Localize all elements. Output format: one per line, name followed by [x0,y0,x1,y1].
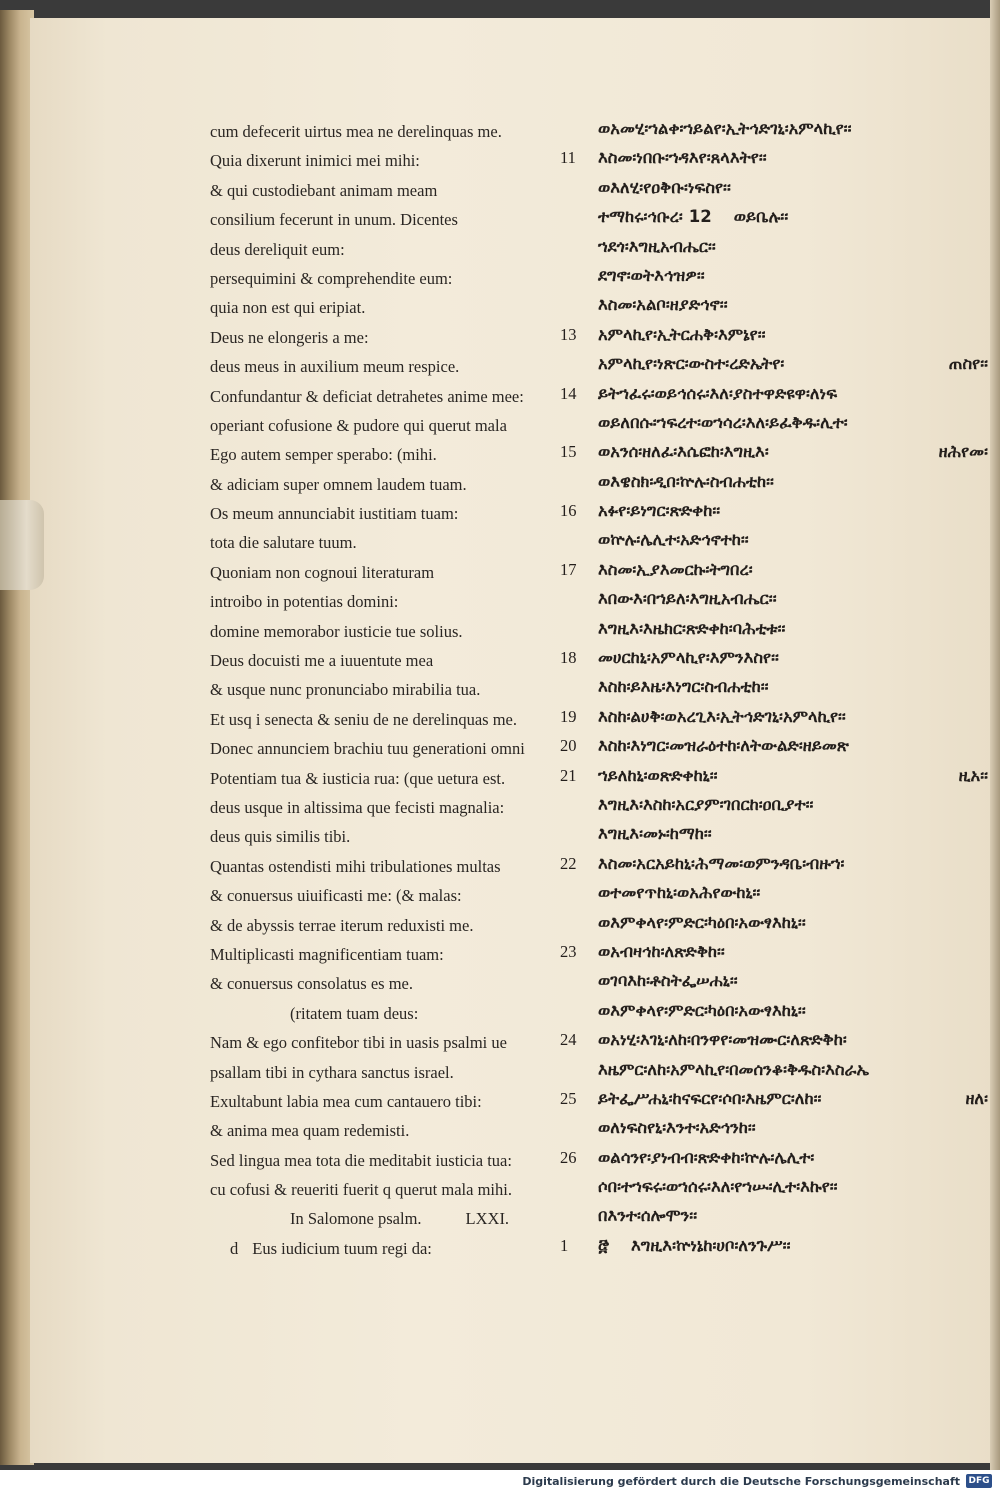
geez-text: እስመ፡ነበቡ፡ኀዳእየ፡ጸላእትየ፡፡ [598,148,767,168]
geez-line [560,1055,1000,1084]
geez-line [560,437,1000,466]
latin-line: deus dereliquit eum: [210,239,345,259]
geez-line [560,1201,1000,1230]
latin-line: deus usque in altissima que fecisti magnalia: [210,797,505,817]
geez-line [560,467,1000,496]
geez-line [560,790,1000,819]
latin-line: cu cofusi & reueriti fuerit q querut mala mihi. [210,1180,512,1200]
latin-line: cum defecerit uirtus mea ne derelinquas me. [210,122,502,141]
geez-line [560,232,1000,261]
latin-line: deus quis similis tibi. [210,827,351,847]
geez-line [560,878,1000,907]
verse-number: 22 [560,853,577,873]
latin-line: Potentiam tua & iusticia rua: (que uetura est. [210,768,506,788]
verse-number: 25 [560,1088,577,1108]
latin-line: Os meum annunciabit iustitiam tuam: [210,504,459,524]
geez-line [560,496,1000,525]
geez-line [560,731,1000,760]
psalm-heading [210,1204,540,1233]
geez-line [560,614,1000,643]
geez-text: እግዚእ፡መኑ፡ከማከ፡፡ [598,824,712,844]
latin-line: & anima mea quam redemisti. [210,1121,410,1141]
footer-bar [0,1470,1000,1495]
latin-line: deus meus in auxilium meum respice. [210,357,460,377]
footer-credit: Digitalisierung gefördert durch die Deutsche Forschungsgemeinschaft [522,1475,960,1488]
verse-number: 17 [560,559,577,579]
geez-line [560,261,1000,290]
latin-line: Quoniam non cognoui literaturam [210,562,435,582]
geez-text: ወእዌስክ፡ዲበ፡ኵሉ፡ስብሐቲከ፡፡ [598,471,774,491]
geez-line [560,173,1000,202]
geez-line [560,1143,1000,1172]
geez-text: በእንተ፡ሰሎሞን፡፡ [598,1206,698,1226]
psalm-first-line [210,1234,540,1263]
geez-overflow-text: ዘሕየመ፡ [938,442,988,462]
geez-line [560,1084,1000,1113]
psalm-heading-text: In Salomone psalm. [290,1209,422,1229]
geez-column [560,114,1000,1260]
geez-text: ሶበ፡ተኀፍሩ፡ወኀሰሩ፡እለ፡የኀሡ፡ሊተ፡እኩየ፡፡ [598,1177,838,1197]
geez-text: አምላኪየ፡ኢትርሐቅ፡እምኔየ፡፡ [598,324,766,344]
verse-number: 14 [560,383,577,403]
latin-line: consilium fecerunt in unum. Dicentes [210,210,458,230]
verse-number: 16 [560,501,577,521]
geez-text: እግዚእ፡እዜክር፡ጽድቀከ፡ባሕቲቱ፡፡ [598,618,786,638]
latin-column [210,117,540,1263]
geez-text: ይትፌሥሐኒ፡ከናፍርየ፡ሶበ፡እዜምር፡ለከ፡፡ [598,1088,822,1108]
geez-text: እዜምር፡ለከ፡አምላኪየ፡በመሰንቆ፡ቅዱስ፡እስራኤ [598,1059,869,1079]
verse-number: 13 [560,324,577,344]
geez-text: ወእምቀላየ፡ምድር፡ካዕበ፡አውፃእከኒ፡፡ [598,912,806,932]
latin-line: Deus docuisti me a iuuentute mea [210,651,434,671]
geez-text: አፉየ፡ይነግር፡ጽድቀከ፡፡ [598,501,721,521]
latin-line: Et usq i senecta & seniu de ne derelinquas me. [210,709,517,729]
geez-line [560,584,1000,613]
verse-number: 24 [560,1030,577,1050]
latin-line: psallam tibi in cythara sanctus israel. [210,1062,454,1082]
geez-line [560,114,1000,143]
geez-line [560,672,1000,701]
latin-line: quia non est qui eripiat. [210,298,366,318]
geez-line [560,819,1000,848]
latin-line: & conuersus uiuificasti me: (& malas: [210,886,462,906]
geez-text: እስከ፡ልሀቅ፡ወአረጊእ፡ኢትኅድገኒ፡አምላኪየ፡፡ [598,706,846,726]
paper-tab [0,500,44,590]
geez-text: መሀርከኒ፡አምላኪየ፡እምንእስየ፡፡ [598,648,779,668]
latin-line: (ritatem tuam deus: [290,1003,419,1023]
geez-line [560,143,1000,172]
geez-text: ወኵሉ፡ሌሊተ፡አድኅኖተከ፡፡ [598,530,749,550]
geez-line [560,937,1000,966]
book-edge [0,10,34,1465]
first-line-text: Eus iudicium tuum regi da: [252,1238,432,1258]
geez-text: እበውእ፡በኀይለ፡እግዚአብሔር፡፡ [598,589,777,609]
geez-line [560,966,1000,995]
latin-line: Deus ne elongeris a me: [210,327,369,347]
geez-text: ወተመየጥከኒ፡ወአሕየውከኒ፡፡ [598,883,761,903]
latin-line: Confundantur & deficiat detrahetes anime mee: [210,386,524,406]
latin-line: Nam & ego confitebor tibi in uasis psalmi ue [210,1033,507,1053]
latin-line: Ego autem semper sperabo: (mihi. [210,445,437,465]
latin-line: & de abyssis terrae iterum reduxisti me. [210,915,474,935]
geez-text: ፸ [598,1235,609,1255]
latin-line: & qui custodiebant animam meam [210,180,438,200]
inline-verse-number: 12 [688,207,712,227]
verse-number: 15 [560,442,577,462]
latin-line: Sed lingua mea tota die meditabit iusticia tua: [210,1150,512,1170]
geez-text: ወለነፍስየኒ፡እንተ፡አድኅንከ፡፡ [598,1118,756,1138]
verse-number: 19 [560,706,577,726]
geez-text: ወአነሂ፡እገኒ፡ለከ፡በንዋየ፡መዝሙር፡ለጽድቅከ፡ [598,1030,847,1050]
geez-line [560,996,1000,1025]
verse-number: 18 [560,648,577,668]
geez-text: አምላኪየ፡ነጽር፡ውስተ፡ረድኤትየ፡ [598,354,785,374]
geez-line [560,349,1000,378]
geez-text: እስከ፡ይእዜ፡እነግር፡ስብሐቲከ፡፡ [598,677,769,697]
latin-line: Multiplicasti magnificentiam tuam: [210,944,444,964]
latin-line: operiant cofusione & pudore qui querut mala [210,415,507,435]
geez-extra-text: ወይቤሉ፡፡ [733,207,789,227]
geez-text: ይትኀፈሩ፡ወይኅሰሩ፡እለ፡ያስተዋድዩዋ፡ለነፍ [598,383,838,403]
geez-overflow-text: ጠስየ፡፡ [948,354,988,374]
geez-line [560,1025,1000,1054]
geez-line [560,761,1000,790]
geez-extra-text: እግዚእ፡ኵነኔከ፡ሀቦ፡ለንጉሥ፡፡ [631,1235,791,1255]
geez-text: እስመ፡አልቦ፡ዘያድኅኖ፡፡ [598,295,728,315]
verse-number: 26 [560,1147,577,1167]
verse-number: 20 [560,736,577,756]
dfg-logo: DFG [966,1474,992,1488]
verse-number: 1 [560,1235,569,1255]
verse-number: 23 [560,941,577,961]
latin-line: persequimini & comprehendite eum: [210,268,453,288]
initial-letter: d [230,1238,239,1258]
geez-line [560,379,1000,408]
latin-line: Exultabunt labia mea cum cantauero tibi: [210,1091,482,1111]
geez-overflow-text: ዚአ፡፡ [958,765,988,785]
geez-text: ወአብዛኅከ፡ለጽድቅከ፡፡ [598,941,725,961]
latin-line: & conuersus consolatus es me. [210,974,414,994]
geez-text: ወልሳንየ፡ያነብብ፡ጽድቀከ፡ኵሉ፡ሌሊተ፡ [598,1147,815,1167]
geez-text: ወእምቀላየ፡ምድር፡ካዕበ፡አውፃእከኒ፡፡ [598,1000,806,1020]
geez-text: እስከ፡እነግር፡መዝራዕተከ፡ለትውልድ፡ዘይመጽ [598,736,849,756]
geez-line [560,320,1000,349]
latin-line: domine memorabor iusticie tue solius. [210,621,463,641]
geez-text: እግዚእ፡እስከ፡አርያም፡ገበርከ፡ዐቢያተ፡፡ [598,794,814,814]
latin-line: Quia dixerunt inimici mei mihi: [210,151,420,171]
geez-text: ወገባእከ፡ቶስትፌሠሐኒ፡፡ [598,971,738,991]
geez-text: ወአንሰ፡ዘለፈ፡እሴፎከ፡እግዚእ፡ [598,442,769,462]
geez-text: ተማከሩ፡ኅቡረ፡ [598,207,683,227]
verse-number: 21 [560,765,577,785]
geez-text: ኀደጎ፡እግዚአብሔር፡፡ [598,236,716,256]
verse-number: 11 [560,148,576,168]
geez-line [560,643,1000,672]
geez-text: እስመ፡አርአይከኒ፡ሕማመ፡ወምንዳቤ፡ብዙኀ፡ [598,853,845,873]
geez-line [560,1172,1000,1201]
geez-overflow-text: ዘለ፡ [965,1088,988,1108]
geez-line [560,555,1000,584]
geez-text: ኀይለከኒ፡ወጽድቀከኒ፡፡ [598,765,718,785]
geez-line [560,1231,1000,1260]
geez-text: ደግኖ፡ወትእኅዝዎ፡፡ [598,265,705,285]
psalm-number: LXXI. [465,1209,510,1229]
latin-line: introibo in potentias domini: [210,592,399,612]
geez-text: እስመ፡ኢያእመርኩ፡ትግበረ፡ [598,559,753,579]
geez-line [560,908,1000,937]
geez-line [560,702,1000,731]
latin-line: & usque nunc pronunciabo mirabilia tua. [210,680,481,700]
geez-text: ወእለሂ፡የዐቅቡ፡ነፍስየ፡፡ [598,177,731,197]
geez-line [560,290,1000,319]
geez-text: ወአመሂ፡ኀልቀ፡ኀይልየ፡ኢትኅድገኒ፡አምላኪየ፡፡ [598,119,852,138]
latin-line: tota die salutare tuum. [210,533,357,553]
geez-line [560,525,1000,554]
geez-line [560,202,1000,231]
latin-line: Donec annunciem brachiu tuu generationi omni [210,739,525,759]
geez-text: ወይለበሱ፡ኀፍረተ፡ወኀሳረ፡እለ፡ይፈቅዱ፡ሊተ፡ [598,412,848,432]
latin-line: & adiciam super omnem laudem tuam. [210,474,467,494]
geez-line [560,1113,1000,1142]
geez-line [560,849,1000,878]
latin-line: Quantas ostendisti mihi tribulationes multas [210,856,501,876]
geez-line [560,408,1000,437]
